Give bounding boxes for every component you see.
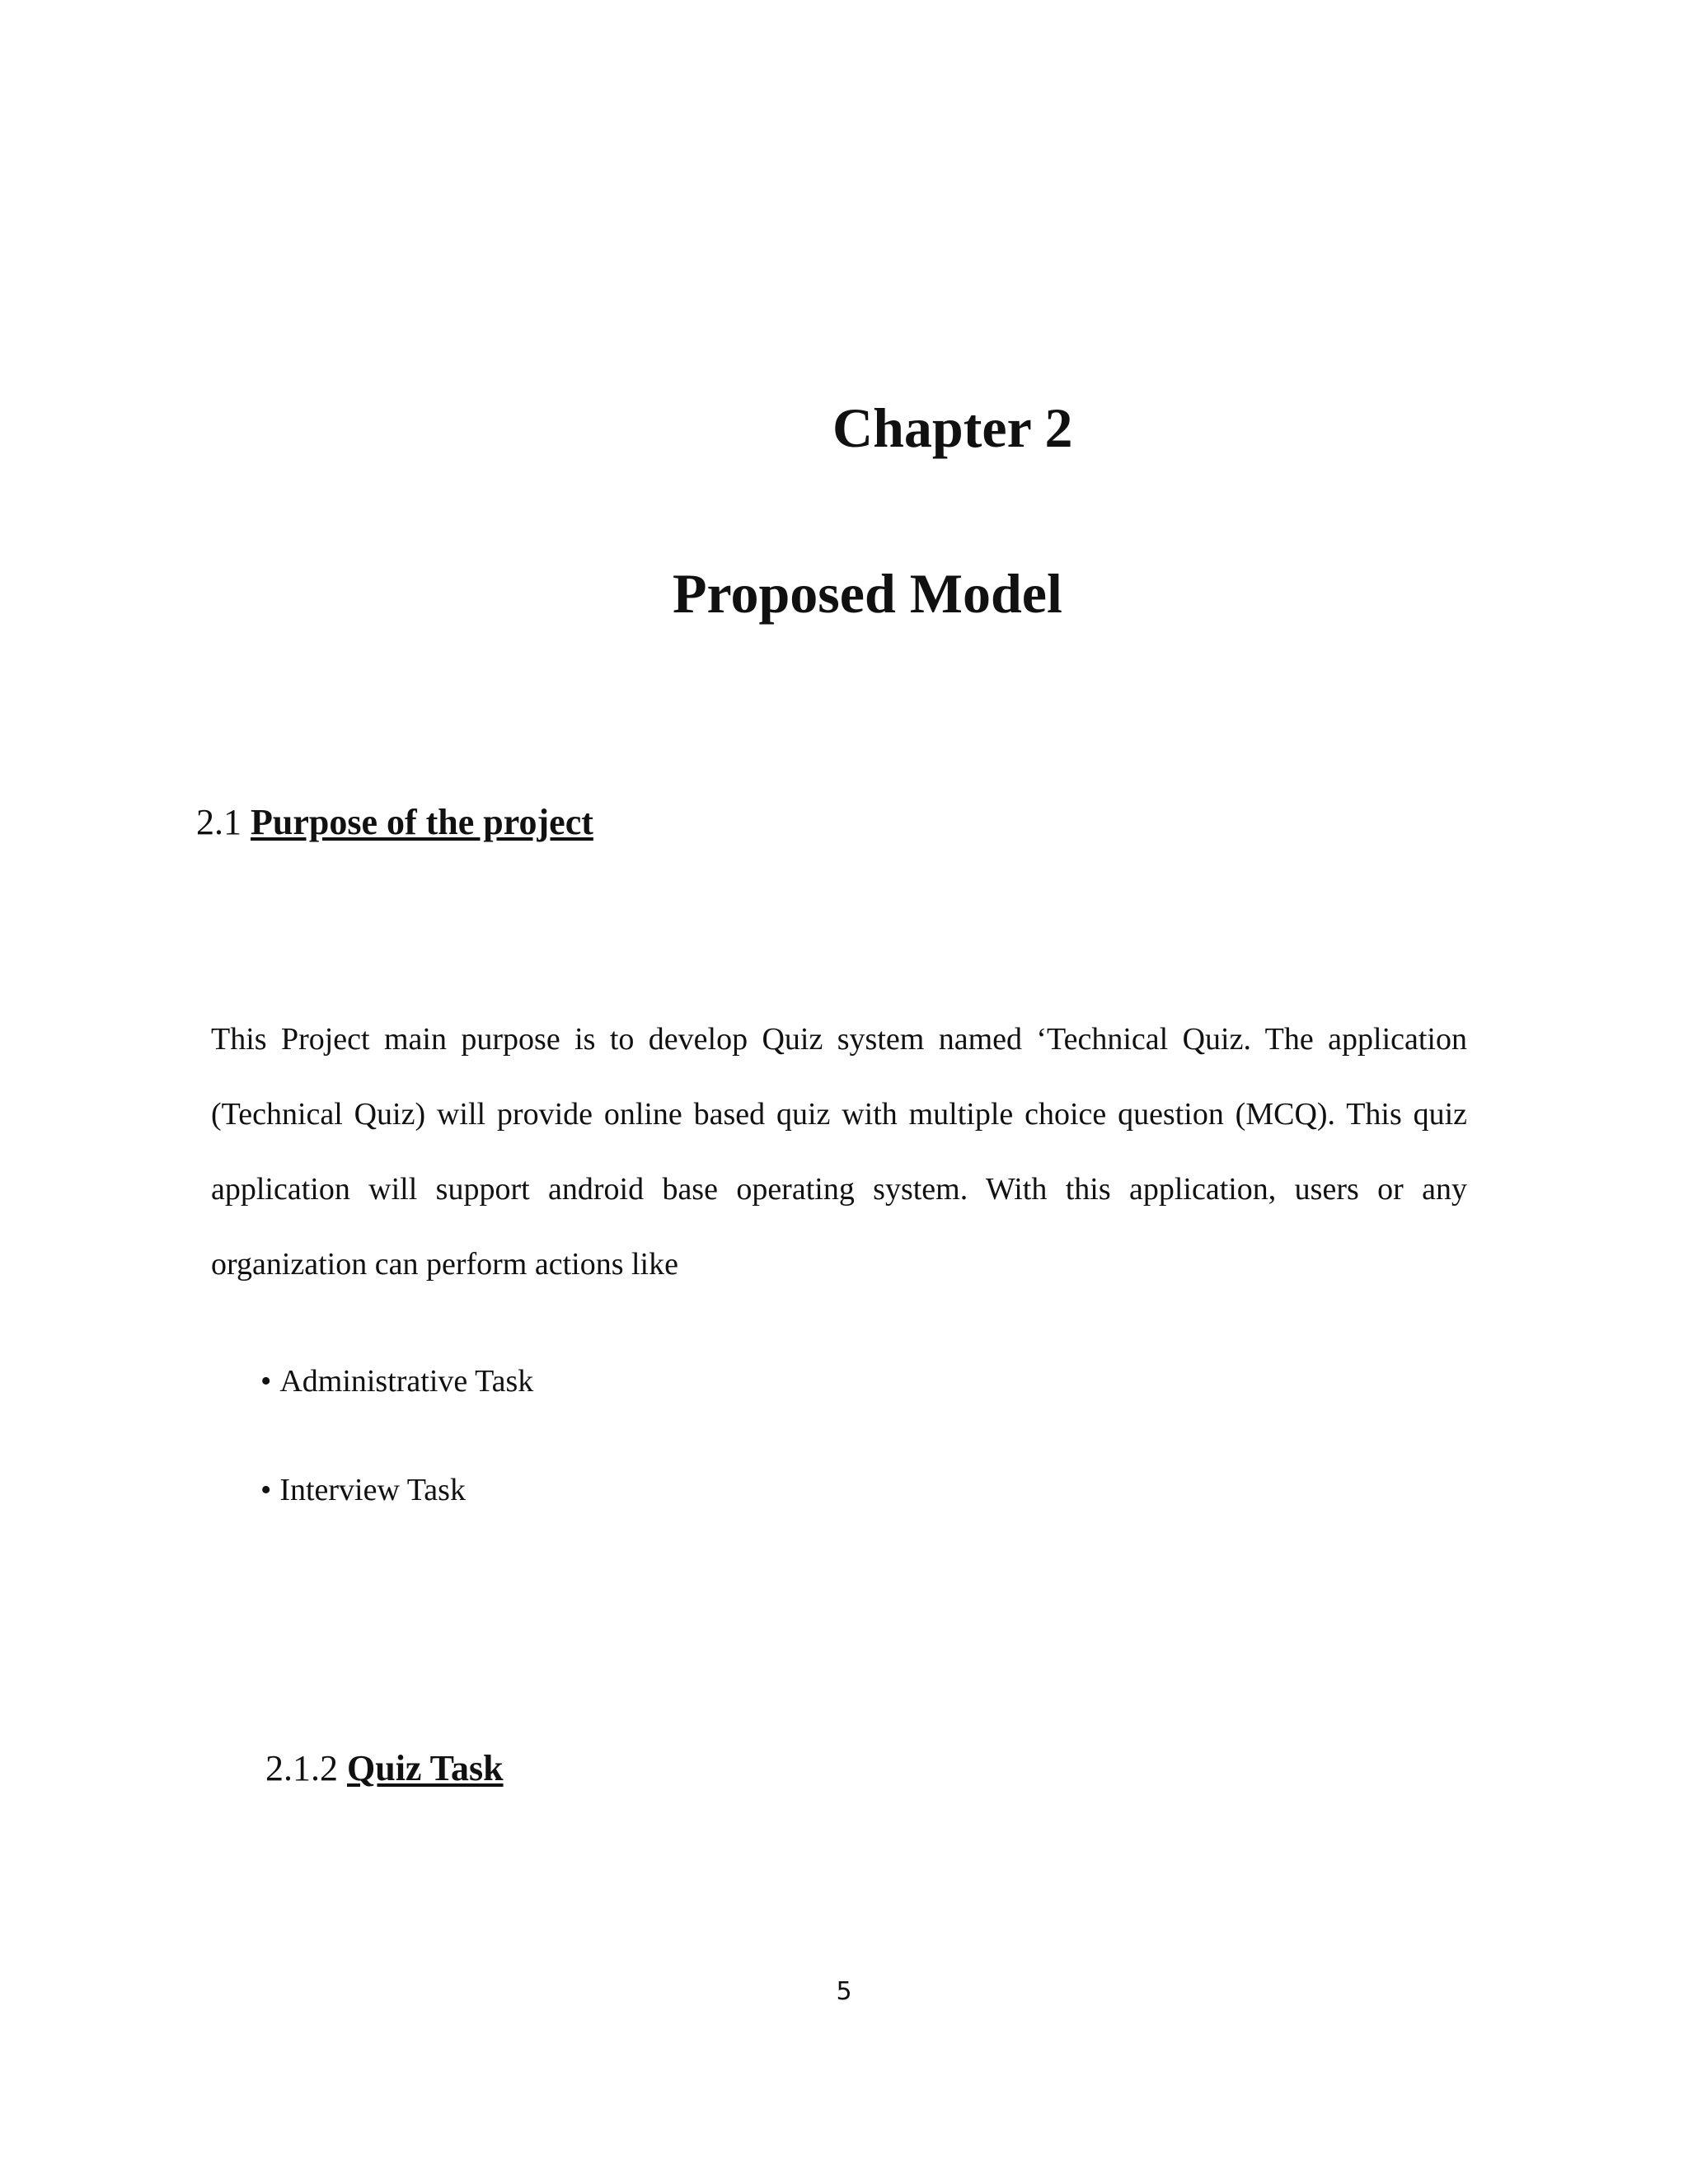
page-number: 5 [836,1977,852,2006]
body-paragraph: This Project main purpose is to develop Quiz system named ‘Technical Quiz. The application (Technical Quiz) will provide online based quiz with multiple choice question (MCQ). This quiz application will support android base operating system. With this application, users or any organization can perform actions like [211,1022,1467,1282]
list-item [260,1469,533,1577]
subsection-title: Quiz Task [347,1748,504,1788]
subsection-heading [265,1750,504,1787]
section-heading [196,804,593,841]
section-number: 2.1 [196,802,241,842]
list-item-text: Administrative Task [279,1364,534,1399]
chapter-label: Chapter 2 [832,396,1073,459]
bullet-icon: • [260,1473,272,1507]
chapter-title: Proposed Model [673,562,1062,625]
action-list [260,1360,533,1577]
list-item-text: Interview Task [279,1473,466,1507]
bullet-icon: • [260,1364,272,1399]
list-item [260,1360,533,1469]
subsection-number: 2.1.2 [265,1748,338,1788]
section-title: Purpose of the project [251,802,593,842]
